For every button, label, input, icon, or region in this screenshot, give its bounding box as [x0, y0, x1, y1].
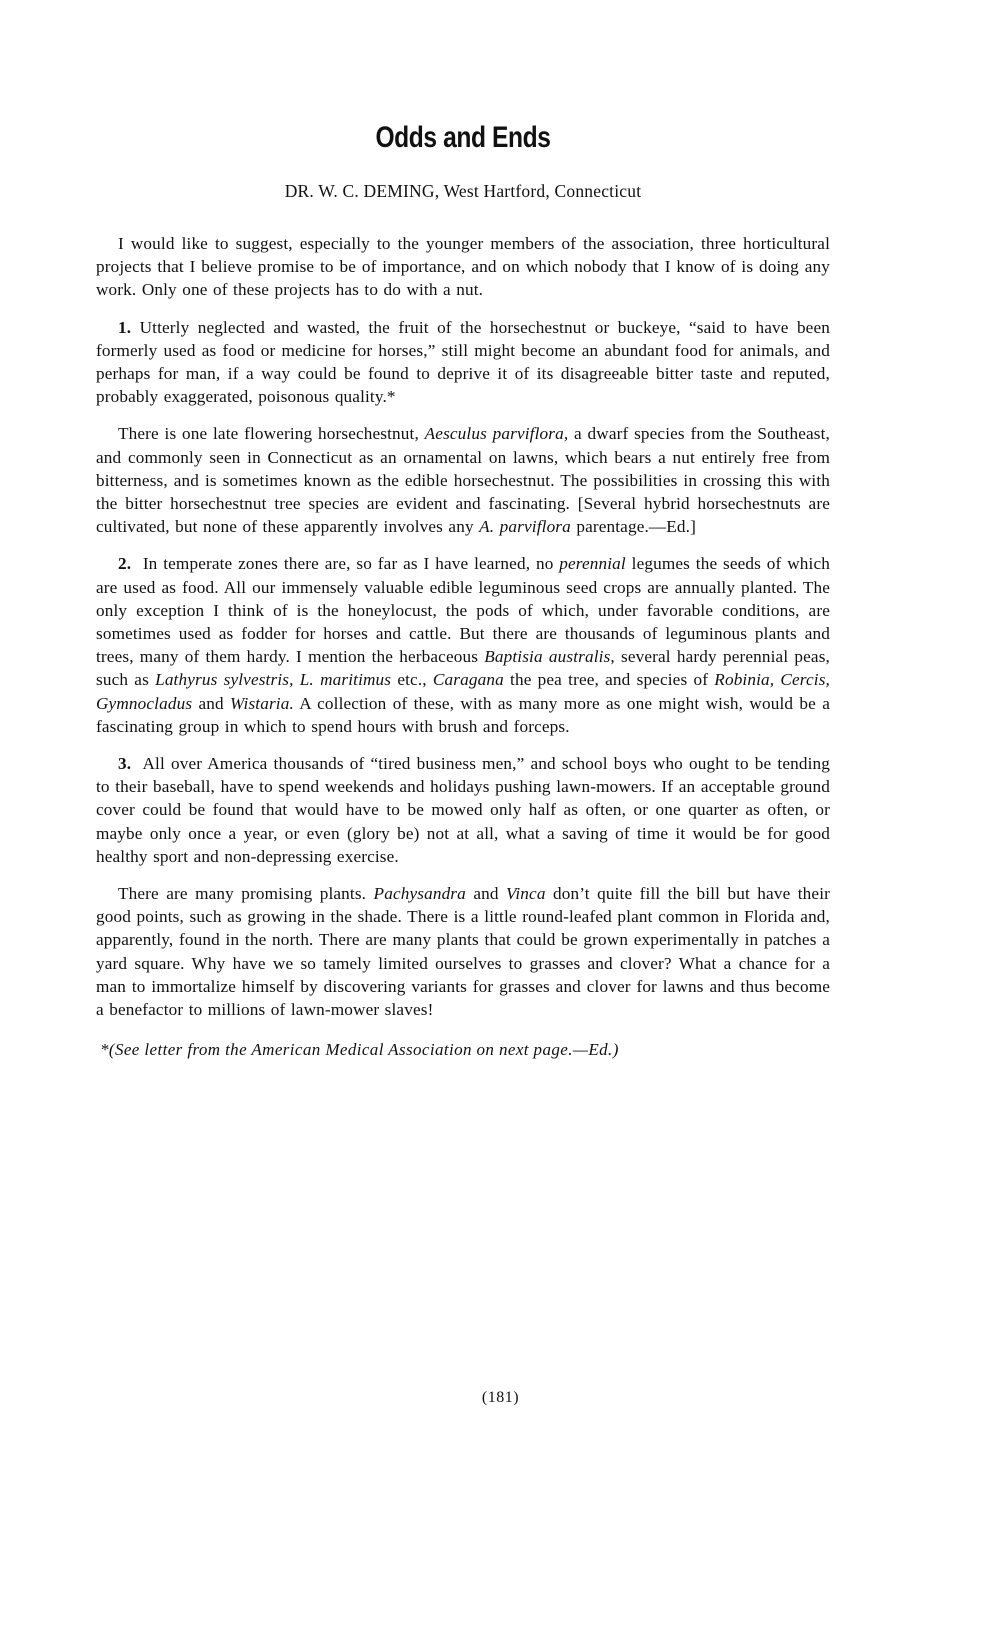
plants-paragraph: [96, 882, 830, 1021]
species-name: Pachysandra: [373, 884, 466, 904]
item-text: Utterly neglected and wasted, the fruit of the horsechestnut or buckeye, “said to have been formerly used as food or medicine for horses,” still might become an abundant food for animals, and perhaps for man, if a way could be found to deprive it of its disagreeable bitter taste and reputed, probably exaggerated, poisonous quality.*: [96, 317, 830, 407]
text-segment: A collection of these, with as many more as one might wish, would be a fascinating group in which to spend hours with brush and forceps.: [96, 693, 830, 736]
species-name: Vinca: [506, 884, 546, 904]
species-name: Robinia, Cercis, Gymnocladus: [96, 670, 830, 713]
author-byline: DR. W. C. DEMING, West Hartford, Connecticut: [284, 181, 642, 201]
footnote: *(See letter from the American Medical Association on next page.—Ed.): [100, 1040, 619, 1060]
text-segment: and: [192, 693, 231, 713]
text-segment: There is one late flowering horsechestnut,: [118, 424, 425, 444]
text-segment: and: [465, 884, 506, 904]
species-name: Baptisia australis: [484, 647, 611, 667]
page-number: (181): [481, 1389, 520, 1406]
text-segment: legumes the seeds of which are used as food. All our immensely valuable edible leguminous seed crops are annually planted. The only exception I think of is the honeylocust, the pods of which, under favorable conditions, are sometimes used as fodder for horses and cattle. But there are thousands of leguminous plants and trees, many of them hardy. I mention the herbaceous: [96, 554, 830, 667]
text-segment: There are many promising plants.: [118, 884, 374, 904]
item-number: 2.: [118, 554, 132, 574]
text-segment: a dwarf species from the Southeast, and commonly seen in Connecticut as an ornamental on lawns, which bears a nut entirely free from bitterness, and is sometimes known as the edible horsechestnut. The possibilities in crossing this with the bitter horsechestnut tree species are evident and fascinating. [Several hybrid horsechestnuts are cultivated, but none of these apparently involves any: [96, 424, 830, 537]
aesculus-paragraph: [96, 422, 830, 538]
intro-paragraph: I would like to suggest, especially to the younger members of the association, three horticultural projects that I believe promise to be of importance, and on which nobody that I know of is doing any work. Only one of these projects has to do with a nut.: [96, 234, 830, 300]
item-text: All over America thousands of “tired business men,” and school boys who ought to be tending to their baseball, have to spend weekends and holidays pushing lawn-mowers. If an acceptable ground cover could be found that would have to be mowed only half as often, or one quarter as often, or maybe only once a year, or even (glory be) not at all, what a saving of time it would be for good healthy sport and non-depressing exercise.: [96, 754, 830, 866]
text-segment: the pea tree, and species of: [503, 670, 715, 690]
text-segment: In temperate zones there are, so far as I have learned, no: [142, 554, 560, 574]
item-number: 1.: [118, 317, 132, 337]
item-number: 3.: [118, 754, 132, 774]
item-2-paragraph: [96, 552, 830, 738]
species-name: Aesculus parviflora,: [424, 424, 569, 444]
text-segment: parentage.—Ed.]: [570, 517, 696, 537]
emphasis: perennial: [559, 554, 626, 574]
species-name: Lathyrus sylvestris, L. maritimus: [155, 670, 392, 690]
item-3-paragraph: [96, 752, 830, 868]
article-title: Odds and Ends: [375, 121, 551, 154]
text-segment: don’t quite fill the bill but have their good points, such as growing in the shade. There is a little round-leafed plant common in Florida and, apparently, found in the north. There are many plants that could be grown experimentally in patches a yard square. Why have we so tamely limited ourselves to grasses and clover? What a chance for a man to immortalize himself by discovering variants for grasses and clover for lawns and thus become a benefactor to millions of lawn-mower slaves!: [96, 884, 831, 1020]
item-1-paragraph: [96, 316, 830, 409]
text-segment: etc.,: [391, 670, 433, 690]
document-page: [96, 118, 830, 1061]
species-name: Caragana: [432, 670, 504, 690]
text-segment: , several hardy perennial peas, such as: [96, 647, 830, 690]
species-name: A. parviflora: [479, 517, 571, 537]
species-name: Wistaria.: [230, 693, 294, 713]
